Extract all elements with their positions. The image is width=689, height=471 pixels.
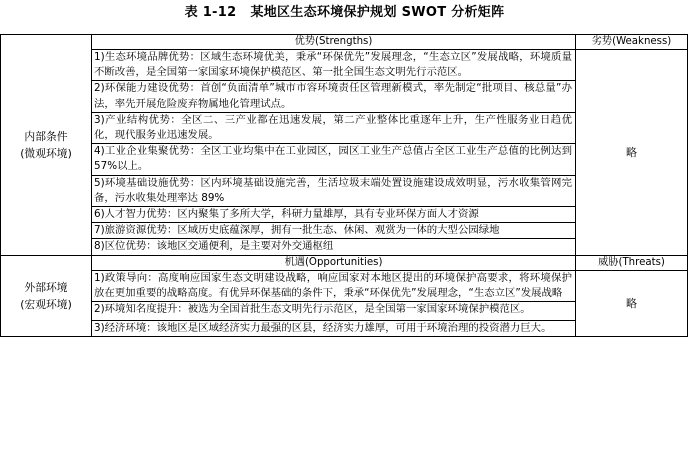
- internal-label-line2: (微观环境): [20, 146, 72, 160]
- strength-item: 8)区位优势：该地区交通便利，是主要对外交通枢纽: [94, 240, 334, 253]
- external-content-row: [1, 270, 688, 337]
- strength-item: 4)工业企业集聚优势：全区工业均集中在工业园区，园区工业生产总值占全区工业生产总值的比例达到 57%以上。: [92, 144, 575, 175]
- strength-item: 5)环境基础设施优势：区内环境基础设施完善，生活垃圾末端处置设施建设成效明显，污水收集管网完备，污水收集处理率达 89%: [92, 176, 575, 207]
- internal-content-row: [1, 50, 688, 256]
- opportunity-item: 2)环境知名度提升：被选为全国首批生态文明先行示范区，是全国第一家国家环境保护模范区。: [92, 302, 575, 321]
- external-header-row: [1, 255, 688, 270]
- internal-label-line1: 内部条件: [24, 129, 68, 143]
- strength-item: 1)生态环境品牌优势：区域生态环境优美，秉承“环保优先”发展理念，“生态立区”发展战略，环境质量不断改善，是全国第一家国家环境保护模范区、第一批全国生态文明先行示范区。: [92, 50, 575, 81]
- strengths-header: 优势(Strengths): [92, 35, 576, 50]
- table-caption: [0, 4, 689, 22]
- external-environment-label: [1, 255, 92, 337]
- threats-header: 威胁(Threats): [576, 255, 688, 270]
- opportunities-cell: [92, 270, 576, 337]
- strength-item: 6)人才智力优势：区内聚集了多所大学，科研力量雄厚，具有专业环保方面人才资源: [92, 207, 575, 223]
- internal-conditions-label: [1, 35, 92, 256]
- strength-item: 7)旅游资源优势：区域历史底蕴深厚，拥有一批生态、休闲、观赏为一体的大型公园绿地: [92, 223, 575, 239]
- weakness-header: 劣势(Weakness): [576, 35, 688, 50]
- table-number: 表 1-12: [184, 5, 237, 20]
- table-title: 某地区生态环境保护规划 SWOT 分析矩阵: [250, 5, 505, 20]
- internal-header-row: [1, 35, 688, 50]
- strength-item: 3)产业结构优势：全区二、三产业都在迅速发展，第二产业整体比重逐年上升，生产性服务业日趋优化，现代服务业迅速发展。: [92, 113, 575, 144]
- opportunity-item: 3)经济环境：该地区是区域经济实力最强的区县，经济实力雄厚，可用于环境治理的投资潜力巨大。: [94, 322, 552, 335]
- external-label-line2: (宏观环境): [20, 298, 72, 312]
- opportunities-header: 机遇(Opportunities): [92, 255, 576, 270]
- swot-matrix-table: [0, 34, 688, 337]
- strengths-cell: [92, 50, 576, 256]
- external-label-line1: 外部环境: [24, 281, 68, 295]
- threats-cell: 略: [576, 270, 688, 337]
- weakness-cell: 略: [576, 50, 688, 256]
- opportunity-item: 1)政策导向：高度响应国家生态文明建设战略，响应国家对本地区提出的环境保护高要求，将环境保护放在更加重要的战略高度。有优异环保基础的条件下，秉承“环保优先”发展理念，“生态立区”发展战略: [92, 271, 575, 302]
- strength-item: 2)环保能力建设优势：首创“负面清单”城市市容环境责任区管理新模式，率先制定“批项目、核总量”办法，率先开展危险废弃物属地化管理试点。: [92, 81, 575, 112]
